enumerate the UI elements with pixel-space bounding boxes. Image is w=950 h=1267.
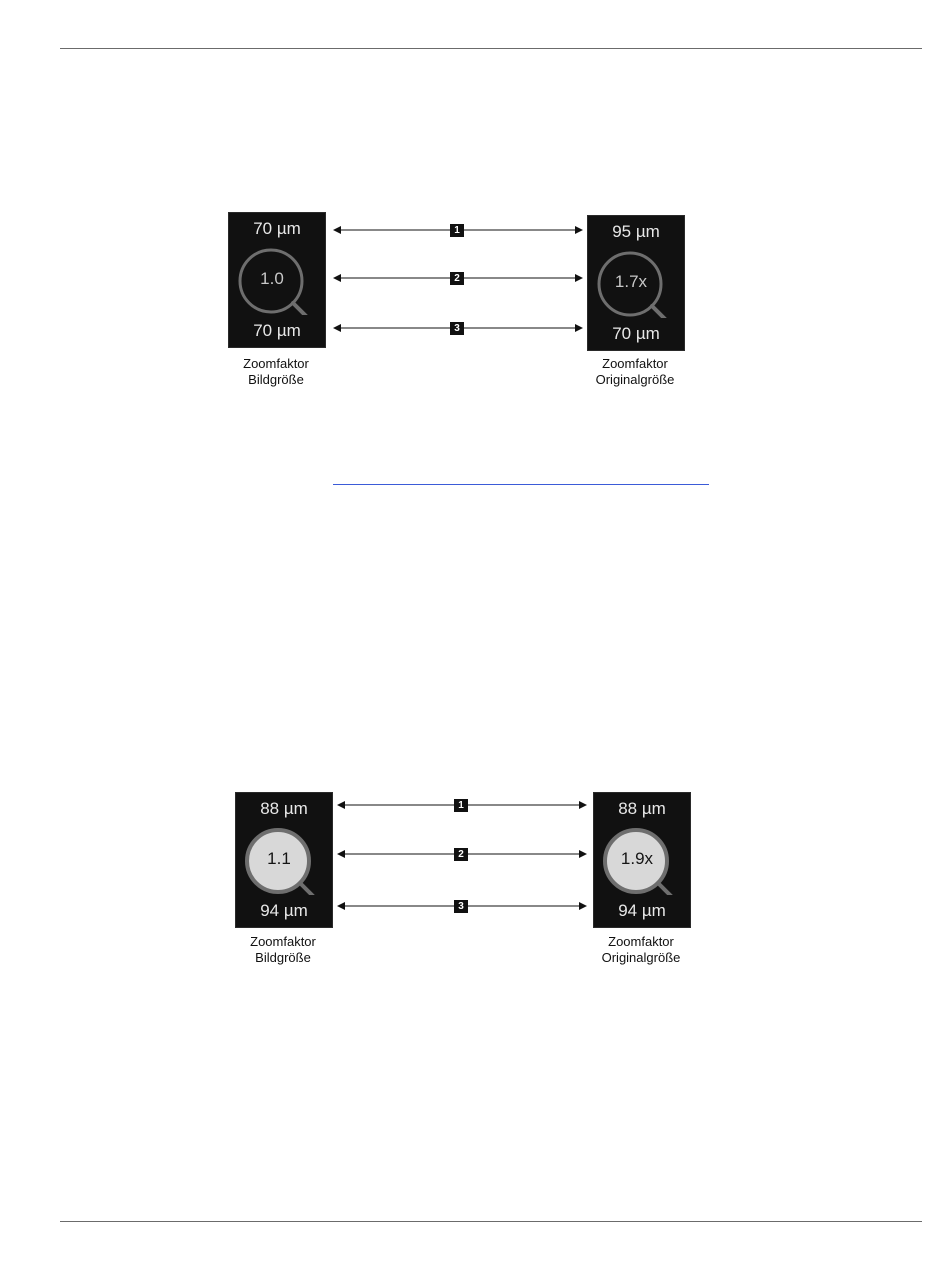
caption-line: Zoomfaktor	[243, 356, 309, 371]
caption-original-size	[575, 356, 695, 388]
zoom-factor-value: 1.1	[267, 849, 291, 868]
zoom-factor-value: 1.9x	[620, 849, 654, 868]
header-rule	[60, 48, 922, 49]
footer-rule	[60, 1221, 922, 1222]
callout-badge-1: 1	[454, 799, 468, 812]
bottom-measurement: 70 µm	[253, 321, 301, 340]
bottom-measurement: 70 µm	[612, 324, 660, 343]
zoom-panel-original-size	[593, 792, 691, 928]
callout-badge-2: 2	[454, 848, 468, 861]
caption-line: Originalgröße	[601, 950, 681, 965]
callout-badge-3: 3	[450, 322, 464, 335]
zoom-panel-original-size	[587, 215, 685, 351]
caption-line: Bildgröße	[248, 372, 304, 387]
caption-line: Zoomfaktor	[602, 356, 668, 371]
zoom-comparison-figure-2	[232, 790, 950, 990]
callout-badge-1: 1	[450, 224, 464, 237]
hyperlink-underline[interactable]	[333, 484, 709, 485]
callout-badge-3: 3	[454, 900, 468, 913]
top-measurement: 88 µm	[260, 799, 308, 818]
caption-image-size	[216, 356, 336, 388]
caption-line: Zoomfaktor	[608, 934, 674, 949]
zoom-factor-value: 1.0	[260, 269, 284, 288]
callout-badge-2: 2	[450, 272, 464, 285]
top-measurement: 95 µm	[612, 222, 660, 241]
caption-original-size	[581, 934, 701, 966]
top-measurement: 88 µm	[618, 799, 666, 818]
zoom-panel-image-size	[235, 792, 333, 928]
caption-line: Bildgröße	[255, 950, 311, 965]
top-measurement: 70 µm	[253, 219, 301, 238]
caption-image-size	[223, 934, 343, 966]
zoom-factor-value: 1.7x	[614, 272, 648, 291]
caption-line: Originalgröße	[595, 372, 675, 387]
zoom-comparison-figure-1	[228, 212, 948, 412]
caption-line: Zoomfaktor	[250, 934, 316, 949]
bottom-measurement: 94 µm	[618, 901, 666, 920]
zoom-panel-image-size	[228, 212, 326, 348]
bottom-measurement: 94 µm	[260, 901, 308, 920]
